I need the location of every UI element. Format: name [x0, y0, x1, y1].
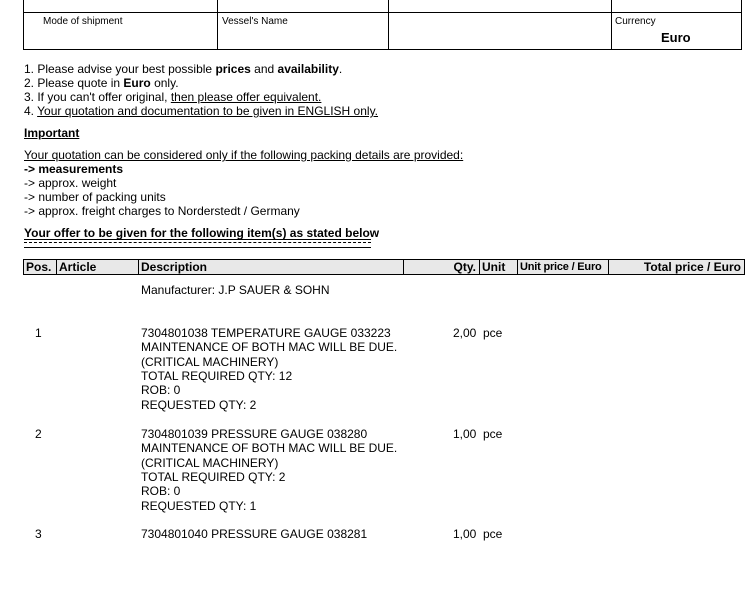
- items-table-header: [23, 259, 745, 275]
- row-description-line: REQUESTED QTY: 1: [141, 499, 257, 513]
- row-pos: 1: [35, 326, 42, 340]
- row-unit: pce: [483, 427, 503, 441]
- packing-item: -> number of packing units: [24, 190, 166, 204]
- row-description-line: TOTAL REQUIRED QTY: 2: [141, 470, 286, 484]
- currency-label: Currency: [615, 16, 656, 27]
- shipment-header-table: [23, 0, 742, 50]
- packing-item: -> approx. weight: [24, 176, 117, 190]
- currency-value: Euro: [661, 30, 691, 45]
- row-description-line: 7304801040 PRESSURE GAUGE 038281: [141, 527, 368, 541]
- row-description-line: MAINTENANCE OF BOTH MAC WILL BE DUE.: [141, 441, 398, 455]
- col-total-price: Total price / Euro: [643, 260, 741, 274]
- offer-heading: Your offer to be given for the following item(s) as stated below: [24, 226, 380, 240]
- vessel-name-label: Vessel's Name: [222, 16, 288, 27]
- packing-item: -> approx. freight charges to Norderstedt / Germany: [24, 204, 300, 218]
- col-unit: Unit: [480, 260, 518, 274]
- col-pos: Pos.: [24, 260, 57, 274]
- instruction-2: 2. Please quote in Euro only.: [24, 76, 179, 90]
- col-unit-price: Unit price / Euro: [518, 260, 609, 274]
- row-description-line: 7304801039 PRESSURE GAUGE 038280: [141, 427, 368, 441]
- row-description-line: ROB: 0: [141, 484, 181, 498]
- mode-of-shipment-label: Mode of shipment: [43, 16, 123, 27]
- row-description-line: (CRITICAL MACHINERY): [141, 355, 279, 369]
- double-rule-divider: [24, 239, 371, 248]
- row-pos: 2: [35, 427, 42, 441]
- col-article: Article: [57, 260, 139, 274]
- row-qty: 2,00: [453, 326, 477, 340]
- instruction-4: 4. Your quotation and documentation to be given in ENGLISH only.: [24, 104, 379, 118]
- packing-intro: Your quotation can be considered only if the following packing details are provided:: [24, 148, 464, 162]
- row-description-line: ROB: 0: [141, 383, 181, 397]
- important-heading: Important: [24, 126, 80, 140]
- row-unit: pce: [483, 527, 503, 541]
- row-pos: 3: [35, 527, 42, 541]
- row-qty: 1,00: [453, 427, 477, 441]
- col-qty: Qty.: [404, 260, 480, 274]
- instruction-1: 1. Please advise your best possible prices and availability.: [24, 62, 343, 76]
- row-description-line: 7304801038 TEMPERATURE GAUGE 033223: [141, 326, 391, 340]
- col-description: Description: [139, 260, 404, 274]
- packing-item: -> measurements: [24, 162, 124, 176]
- row-description-line: TOTAL REQUIRED QTY: 12: [141, 369, 293, 383]
- row-description-line: (CRITICAL MACHINERY): [141, 456, 279, 470]
- row-qty: 1,00: [453, 527, 477, 541]
- instruction-3: 3. If you can't offer original, then please offer equivalent.: [24, 90, 322, 104]
- header-top-row: [24, 0, 741, 13]
- row-unit: pce: [483, 326, 503, 340]
- row-description-line: MAINTENANCE OF BOTH MAC WILL BE DUE.: [141, 340, 398, 354]
- row-description-line: REQUESTED QTY: 2: [141, 398, 257, 412]
- manufacturer-line: Manufacturer: J.P SAUER & SOHN: [141, 283, 330, 297]
